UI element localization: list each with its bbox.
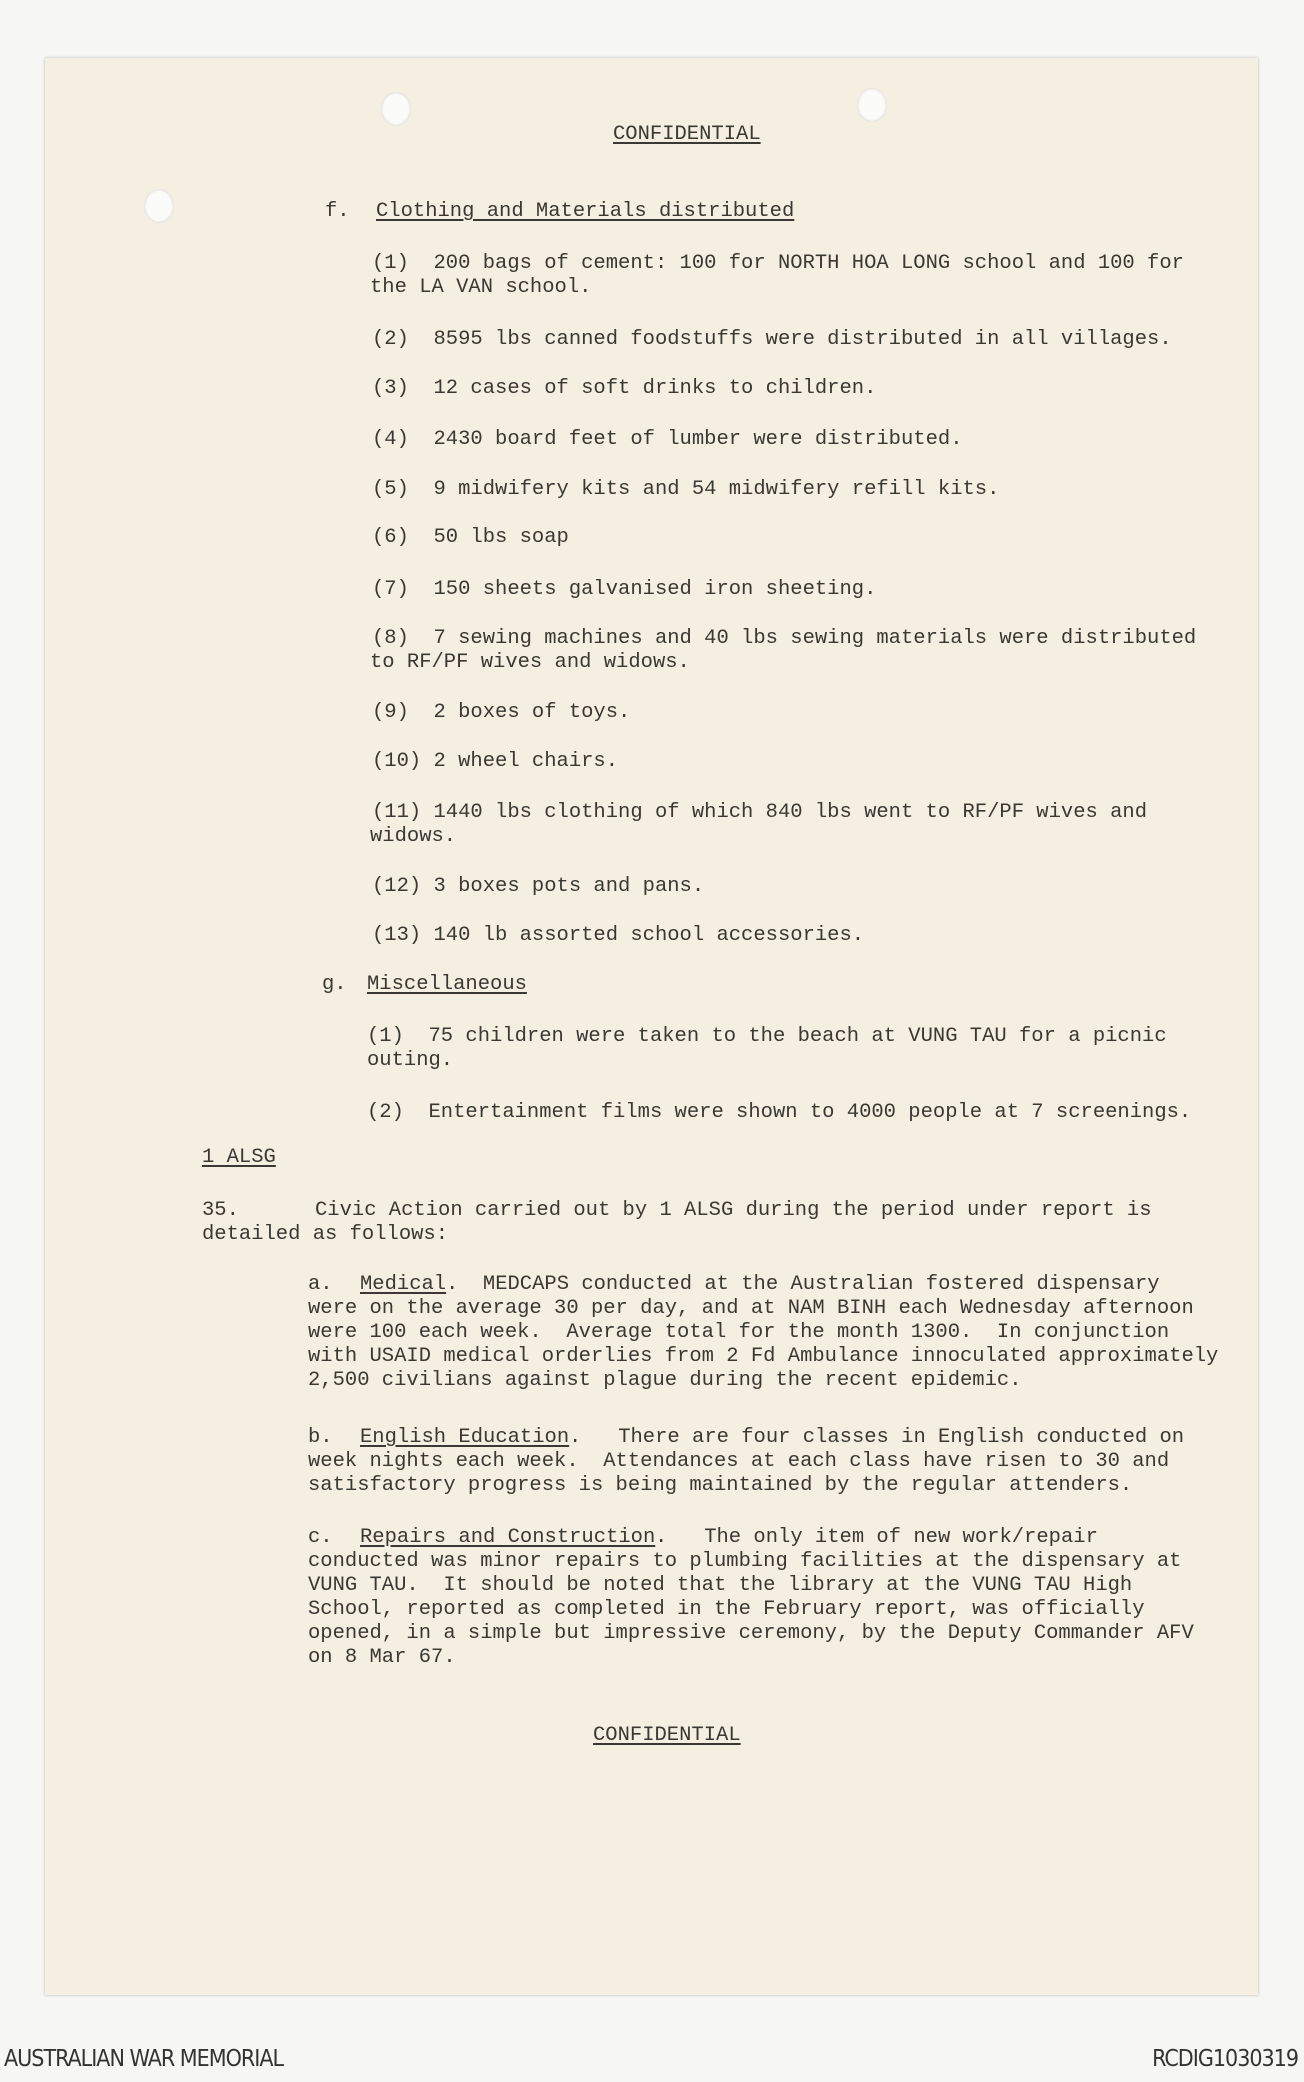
list-item: (2) 8595 lbs canned foodstuffs were distributed in all villages.	[372, 328, 1172, 351]
section-f-heading: Clothing and Materials distributed	[376, 200, 795, 223]
list-item: widows.	[370, 825, 457, 848]
confidential-header: CONFIDENTIAL	[613, 123, 761, 146]
subparagraph-title: Medical	[360, 1273, 447, 1296]
list-item: (10) 2 wheel chairs.	[372, 750, 619, 773]
list-item: (1) 200 bags of cement: 100 for NORTH HOA LONG school and 100 for	[372, 252, 1184, 275]
punch-hole	[144, 189, 174, 223]
section-f-label: f.	[325, 200, 350, 223]
subparagraph-text: were 100 each week. Average total for the month 1300. In conjunction	[308, 1321, 1170, 1344]
subparagraph-text: on 8 Mar 67.	[308, 1646, 456, 1669]
list-item: (7) 150 sheets galvanised iron sheeting.	[372, 578, 877, 601]
subparagraph-text: VUNG TAU. It should be noted that the library at the VUNG TAU High	[308, 1574, 1133, 1597]
list-item: to RF/PF wives and widows.	[370, 651, 690, 674]
subparagraph-title: English Education	[360, 1426, 570, 1449]
list-item: outing.	[367, 1049, 454, 1072]
list-item: (8) 7 sewing machines and 40 lbs sewing materials were distributed	[372, 627, 1197, 650]
subparagraph-text: . The only item of new work/repair	[655, 1526, 1098, 1549]
subparagraph-text: . There are four classes in English conducted on	[569, 1426, 1185, 1449]
footer-record-id: RCDIG1030319	[1152, 2046, 1298, 2072]
list-item: (12) 3 boxes pots and pans.	[372, 875, 705, 898]
section-g-label: g.	[322, 973, 347, 996]
para-intro: Civic Action carried out by 1 ALSG during the period under report is	[315, 1199, 1152, 1222]
list-item: the LA VAN school.	[370, 276, 592, 299]
footer-publisher: AUSTRALIAN WAR MEMORIAL	[4, 2046, 283, 2072]
subparagraph-text: conducted was minor repairs to plumbing facilities at the dispensary at	[308, 1550, 1182, 1573]
subparagraph-label: b.	[308, 1426, 333, 1449]
list-item: (2) Entertainment films were shown to 4000 people at 7 screenings.	[367, 1101, 1192, 1124]
subparagraph-text: . MEDCAPS conducted at the Australian fostered dispensary	[446, 1273, 1160, 1296]
subparagraph-label: a.	[308, 1273, 333, 1296]
section-g-heading: Miscellaneous	[367, 973, 527, 996]
punch-hole	[857, 88, 887, 122]
list-item: (5) 9 midwifery kits and 54 midwifery refill kits.	[372, 478, 1000, 501]
list-item: (1) 75 children were taken to the beach at VUNG TAU for a picnic	[367, 1025, 1167, 1048]
subparagraph-text: 2,500 civilians against plague during the recent epidemic.	[308, 1369, 1022, 1392]
alsg-heading: 1 ALSG	[202, 1146, 276, 1169]
confidential-footer: CONFIDENTIAL	[593, 1724, 741, 1747]
subparagraph-text: School, reported as completed in the February report, was officially	[308, 1598, 1145, 1621]
subparagraph-text: week nights each week. Attendances at each class have risen to 30 and	[308, 1450, 1170, 1473]
list-item: (6) 50 lbs soap	[372, 526, 569, 549]
subparagraph-label: c.	[308, 1526, 333, 1549]
para-number: 35.	[202, 1199, 239, 1222]
subparagraph-text: were on the average 30 per day, and at NAM BINH each Wednesday afternoon	[308, 1297, 1194, 1320]
list-item: (9) 2 boxes of toys.	[372, 701, 631, 724]
list-item: (4) 2430 board feet of lumber were distributed.	[372, 428, 963, 451]
subparagraph-text: opened, in a simple but impressive ceremony, by the Deputy Commander AFV	[308, 1622, 1194, 1645]
subparagraph-text: satisfactory progress is being maintained by the regular attenders.	[308, 1474, 1133, 1497]
list-item: (13) 140 lb assorted school accessories.	[372, 924, 865, 947]
subparagraph-text: with USAID medical orderlies from 2 Fd Ambulance innoculated approximately	[308, 1345, 1219, 1368]
punch-hole	[381, 92, 411, 126]
list-item: (3) 12 cases of soft drinks to children.	[372, 377, 877, 400]
para-intro: detailed as follows:	[202, 1223, 449, 1246]
list-item: (11) 1440 lbs clothing of which 840 lbs went to RF/PF wives and	[372, 801, 1148, 824]
subparagraph-title: Repairs and Construction	[360, 1526, 656, 1549]
